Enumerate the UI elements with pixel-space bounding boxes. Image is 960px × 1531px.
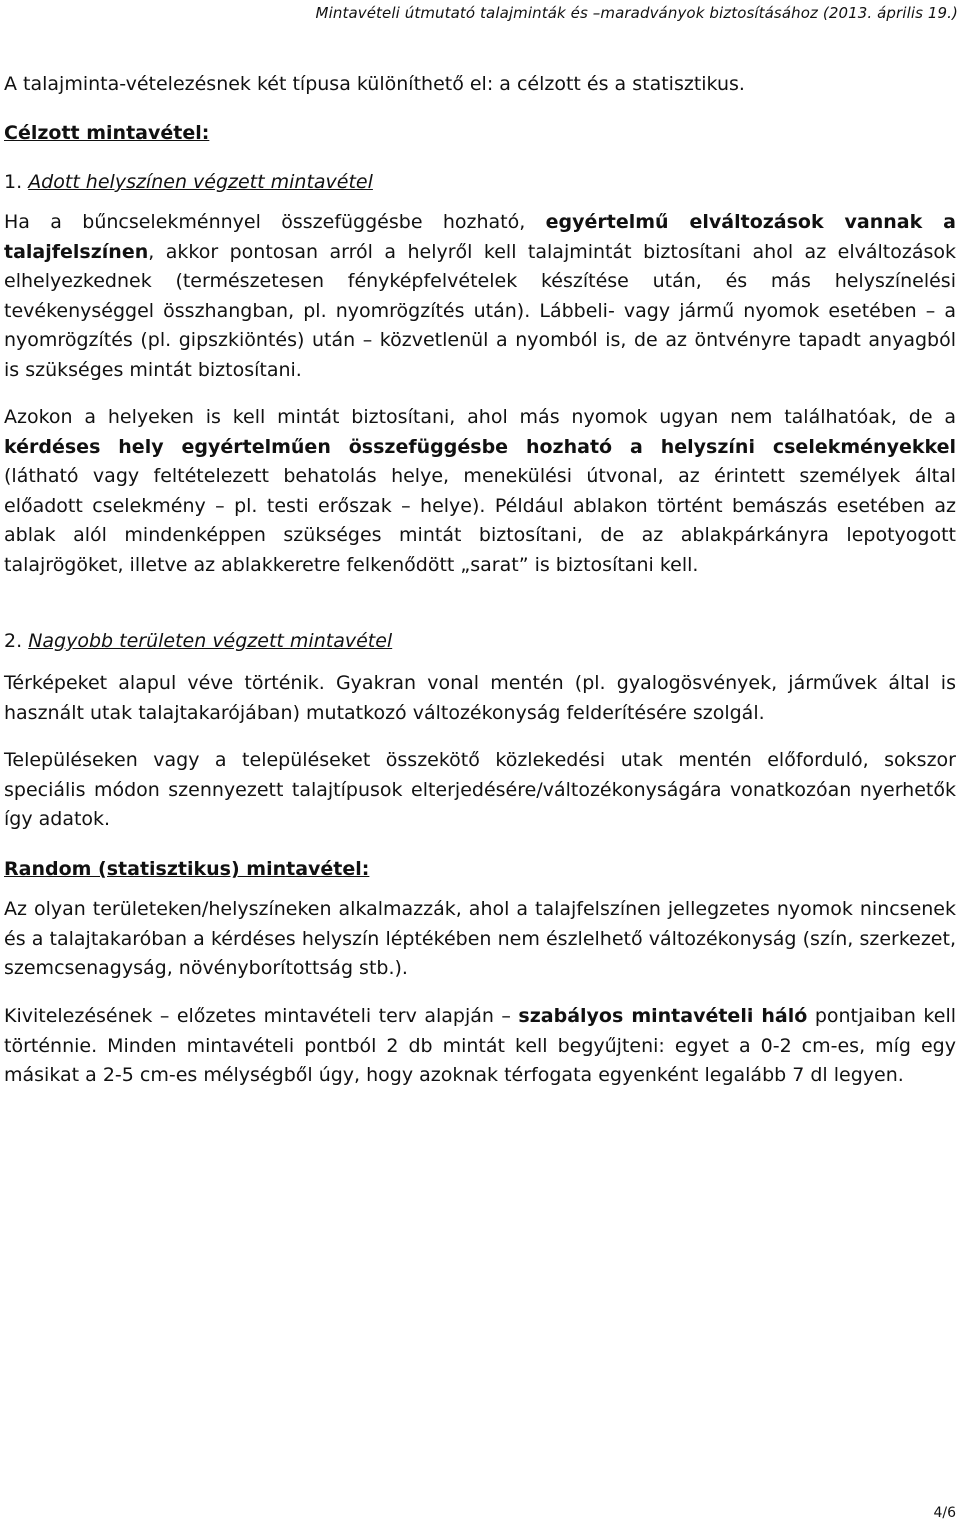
random-paragraph-2 — [4, 1002, 956, 1091]
targeted-paragraph-2 — [4, 403, 956, 580]
item-1-number: 1. — [4, 171, 23, 193]
text-run: pontjaiban kell történnie. Minden mintavételi pontból 2 db mintát kell begyűjteni: egyet a 0-2 cm-es, míg egy másikat a 2-5 cm-es mélységből úgy, hogy azoknak térfogata egyenként legalább 7 dl legyen. — [4, 1005, 956, 1086]
random-sampling-heading: Random (statisztikus) mintavétel: — [4, 858, 370, 880]
item-2-heading — [4, 627, 392, 657]
item-1-heading — [4, 168, 373, 198]
item-2-number: 2. — [4, 630, 23, 652]
text-run: Ha a bűncselekménnyel összefüggésbe hozható, — [4, 211, 546, 233]
item-2-title: Nagyobb területen végzett mintavétel — [28, 630, 393, 652]
targeted-paragraph-1 — [4, 208, 956, 385]
emphasis-text: kérdéses hely egyértelműen összefüggésbe hozható a helyszíni cselekményekkel — [4, 435, 956, 458]
intro-paragraph: A talajminta-vételezésnek két típusa különíthető el: a célzott és a statisztikus. — [4, 73, 745, 95]
text-run: , akkor pontosan arról a helyről kell talajmintát biztosítani ahol az elváltozások elhelyezkednek (természetesen fényképfelvételek készítése után, és más helyszínelési tevékenységgel összhangban, pl. nyomrögzítés után). Lábbeli- vagy jármű nyomok esetében – a nyomrögzítés (pl. gipszkiöntés) után – közvetlenül a nyomból is, de az öntvényre tapadt anyagból is szükséges mintát biztosítani. — [4, 240, 956, 381]
text-run: Kivitelezésének – előzetes mintavételi terv alapján – — [4, 1005, 519, 1027]
targeted-paragraph-4: Településeken vagy a településeket összekötő közlekedési utak mentén előforduló, sokszor speciális módon szennyezett talajtípusok elterjedésére/változékonyságára vonatkozóan nyerhetők így adatok. — [4, 749, 956, 830]
page-number: 4/6 — [933, 1505, 956, 1521]
emphasis-text: szabályos mintavételi háló — [518, 1005, 808, 1027]
text-run: Azokon a helyeken is kell mintát biztosítani, ahol más nyomok ugyan nem találhatóak, de a — [4, 406, 956, 428]
text-run: (látható vagy feltételezett behatolás helye, menekülési útvonal, az érintett személyek által előadott cselekmény – pl. testi erőszak – helye). Például ablakon történt bemászás esetében az ablak alól mindenképpen szükséges mintát biztosítani, de az ablakpárkányra lepotyogott talajrögöket, illetve az ablakkeretre felkenődött „sarat” is biztosítani kell. — [4, 465, 956, 576]
page-header: Mintavételi útmutató talajminták és –maradványok biztosításához (2013. április 19.) — [315, 4, 958, 22]
item-1-title: Adott helyszínen végzett mintavétel — [28, 171, 373, 193]
targeted-paragraph-3: Térképeket alapul véve történik. Gyakran vonal mentén (pl. gyalogösvények, járművek által is használt utak talajtakarójában) mutatkozó változékonyság felderítésére szolgál. — [4, 672, 956, 724]
random-paragraph-1: Az olyan területeken/helyszíneken alkalmazzák, ahol a talajfelszínen jellegzetes nyomok nincsenek és a talajtakaróban a kérdéses helyszín léptékében nem észlelhető változékonyság (szín, szerkezet, szemcsenagyság, növényborítottság stb.). — [4, 898, 956, 979]
targeted-sampling-heading: Célzott mintavétel: — [4, 122, 210, 144]
emphasis-text: egyértelmű elváltozások vannak a talajfelszínen — [4, 211, 956, 263]
